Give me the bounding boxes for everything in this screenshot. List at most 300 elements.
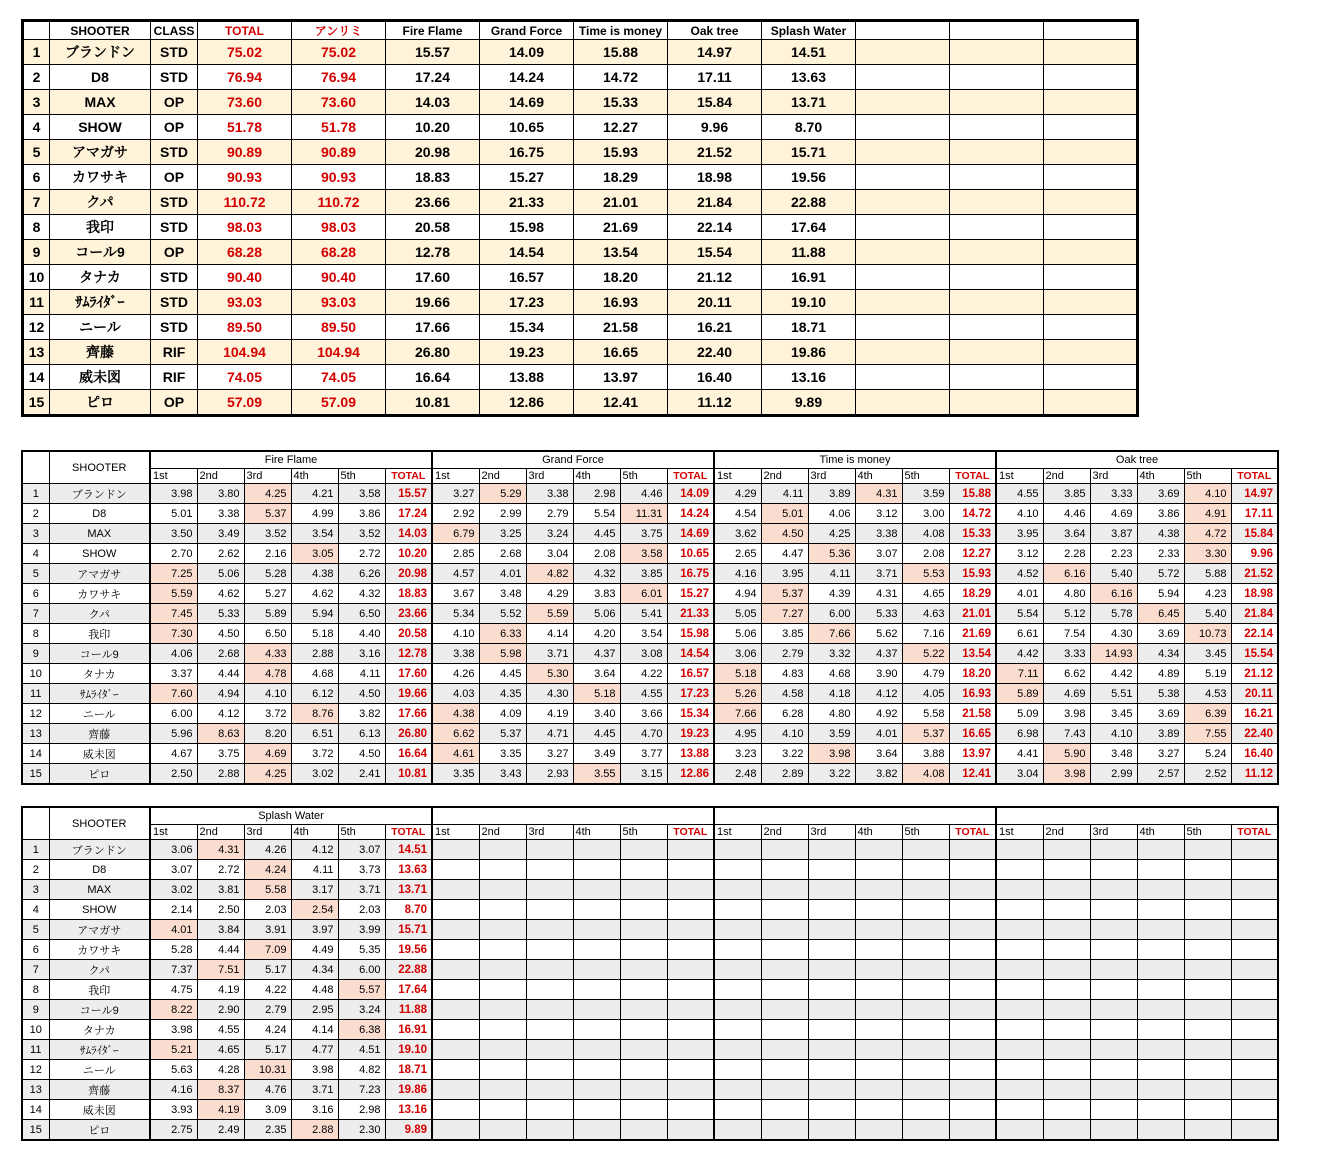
stage-round-cell: 4.47: [761, 544, 808, 564]
stage-round-cell: 2.72: [338, 544, 385, 564]
stage-total-cell: 15.71: [385, 920, 432, 940]
summary-unlimited-cell: 90.40: [292, 265, 386, 290]
stage-total-cell: 16.40: [1231, 744, 1278, 764]
stage-round-cell: 3.69: [1137, 624, 1184, 644]
stage-round-cell: [1090, 1080, 1137, 1100]
stage-round-cell: [1043, 1120, 1090, 1141]
summary-stage-cell: 10.65: [480, 115, 574, 140]
stage-round-cell: [620, 860, 667, 880]
stage-round-cell: [526, 1000, 573, 1020]
summary-stage-cell: [856, 165, 950, 190]
stage-round-header: 2nd: [1043, 469, 1090, 484]
stage-round-cell: 4.45: [573, 524, 620, 544]
stage-round-cell: 6.01: [620, 584, 667, 604]
summary-shooter-cell: MAX: [50, 90, 151, 115]
stage-round-header: 3rd: [526, 469, 573, 484]
stage-round-cell: [479, 1120, 526, 1141]
detail-no-cell: 12: [22, 704, 49, 724]
stage-round-cell: 4.38: [1137, 524, 1184, 544]
summary-stage-cell: 15.71: [762, 140, 856, 165]
summary-unlimited-cell: 104.94: [292, 340, 386, 365]
stage-round-cell: [902, 860, 949, 880]
summary-stage-cell: [950, 65, 1044, 90]
stage-round-cell: [761, 1000, 808, 1020]
summary-class-cell: OP: [151, 90, 198, 115]
stage-round-cell: 3.27: [526, 744, 573, 764]
stage-round-cell: [432, 840, 479, 860]
stage-total-cell: 21.12: [1231, 664, 1278, 684]
stage-round-cell: [620, 900, 667, 920]
stage-total-cell: [667, 1060, 714, 1080]
stage-round-cell: [714, 880, 761, 900]
stage-round-cell: [996, 1020, 1043, 1040]
stage-round-cell: 2.35: [244, 1120, 291, 1141]
stage-total-cell: 23.66: [385, 604, 432, 624]
stage-round-cell: [808, 900, 855, 920]
detail-no-cell: 14: [22, 744, 49, 764]
summary-no-cell: 5: [23, 140, 50, 165]
summary-unlimited-cell: 90.93: [292, 165, 386, 190]
summary-table: [21, 19, 1139, 417]
stage-round-cell: 4.57: [432, 564, 479, 584]
stage-round-cell: [526, 900, 573, 920]
stage-round-cell: 3.07: [855, 544, 902, 564]
stage-round-cell: [855, 1040, 902, 1060]
stage-round-cell: [526, 860, 573, 880]
stage-round-cell: [761, 1120, 808, 1141]
stage-round-cell: [1184, 1100, 1231, 1120]
summary-stage-cell: 14.97: [668, 40, 762, 65]
stage-round-cell: 4.79: [902, 664, 949, 684]
stage-total-cell: [667, 860, 714, 880]
summary-stage-cell: 17.11: [668, 65, 762, 90]
stage-round-cell: [855, 1000, 902, 1020]
stage-round-cell: 2.88: [291, 644, 338, 664]
stage-round-cell: [1043, 860, 1090, 880]
stage-round-cell: [714, 940, 761, 960]
stage-round-cell: 5.18: [291, 624, 338, 644]
stage-round-cell: 4.72: [1184, 524, 1231, 544]
stage-round-cell: 4.10: [1184, 484, 1231, 504]
stage-total-cell: [1231, 860, 1278, 880]
summary-class-cell: OP: [151, 165, 198, 190]
stage-round-cell: 2.79: [244, 1000, 291, 1020]
stage-total-cell: 19.66: [385, 684, 432, 704]
summary-stage-cell: [950, 265, 1044, 290]
stage-round-header: 4th: [573, 469, 620, 484]
stage-round-cell: 4.80: [808, 704, 855, 724]
stage-round-cell: [714, 1020, 761, 1040]
stage-round-cell: [902, 1120, 949, 1141]
stage-round-cell: 5.24: [1184, 744, 1231, 764]
summary-stage-cell: [1044, 215, 1138, 240]
stage-round-cell: [620, 960, 667, 980]
detail-no-cell: 15: [22, 1120, 49, 1141]
stage-round-cell: [573, 1080, 620, 1100]
detail-header-row: [22, 807, 1278, 825]
stage-total-header: TOTAL: [949, 469, 996, 484]
stage-round-header: 1st: [150, 825, 197, 840]
stage-round-cell: [808, 860, 855, 880]
stage-round-cell: 5.18: [573, 684, 620, 704]
summary-stage-cell: [856, 40, 950, 65]
stage-round-cell: 4.25: [244, 484, 291, 504]
summary-stage-cell: [950, 90, 1044, 115]
detail-no-cell: 13: [22, 1080, 49, 1100]
summary-shooter-cell: ブランドン: [50, 40, 151, 65]
stage-total-cell: 21.58: [949, 704, 996, 724]
stage-total-cell: 13.16: [385, 1100, 432, 1120]
stage-round-cell: 2.85: [432, 544, 479, 564]
stage-round-cell: 4.08: [902, 524, 949, 544]
detail-row: [22, 940, 1278, 960]
stage-round-header: 1st: [432, 469, 479, 484]
detail-row: [22, 664, 1278, 684]
summary-stage-cell: [1044, 390, 1138, 416]
stage-round-cell: 3.99: [338, 920, 385, 940]
stage-round-cell: 4.70: [620, 724, 667, 744]
stage-round-cell: 3.77: [620, 744, 667, 764]
stage-round-cell: 3.06: [714, 644, 761, 664]
stage-round-cell: [808, 1020, 855, 1040]
stage-round-cell: 4.94: [197, 684, 244, 704]
stage-round-cell: 2.99: [1090, 764, 1137, 785]
summary-stage-cell: 10.20: [386, 115, 480, 140]
summary-header-cell: [856, 21, 950, 40]
stage-round-cell: 7.27: [761, 604, 808, 624]
detail-no-cell: 8: [22, 624, 49, 644]
stage-round-cell: 2.72: [197, 860, 244, 880]
detail-shooter-cell: D8: [49, 504, 150, 524]
stage-total-cell: 18.98: [1231, 584, 1278, 604]
stage-round-cell: 7.11: [996, 664, 1043, 684]
stage-total-cell: 12.27: [949, 544, 996, 564]
stage-total-cell: 16.57: [667, 664, 714, 684]
summary-header-cell: Oak tree: [668, 21, 762, 40]
stage-total-cell: [949, 900, 996, 920]
stage-round-cell: 5.06: [714, 624, 761, 644]
stage-round-cell: [1090, 960, 1137, 980]
stage-round-cell: [1184, 1120, 1231, 1141]
detail-header-row: [22, 451, 1278, 469]
summary-unlimited-cell: 76.94: [292, 65, 386, 90]
stage-round-cell: 5.28: [150, 940, 197, 960]
stage-round-cell: [1184, 1080, 1231, 1100]
stage-round-cell: 4.92: [855, 704, 902, 724]
stage-round-cell: 3.67: [432, 584, 479, 604]
stage-round-cell: 4.22: [244, 980, 291, 1000]
stage-round-cell: 2.08: [573, 544, 620, 564]
stage-round-cell: [1043, 900, 1090, 920]
summary-stage-cell: 21.33: [480, 190, 574, 215]
stage-round-cell: 2.41: [338, 764, 385, 785]
stage-round-header: 3rd: [244, 469, 291, 484]
summary-stage-cell: 12.78: [386, 240, 480, 265]
stage-total-cell: [667, 880, 714, 900]
stage-round-cell: 4.38: [291, 564, 338, 584]
stage-total-cell: 15.54: [1231, 644, 1278, 664]
summary-stage-cell: 22.14: [668, 215, 762, 240]
stage-title: Splash Water: [150, 807, 432, 825]
detail-shooter-cell: SHOW: [49, 544, 150, 564]
stage-round-cell: 3.59: [902, 484, 949, 504]
summary-shooter-cell: コール9: [50, 240, 151, 265]
stage-round-header: 1st: [996, 825, 1043, 840]
summary-header-cell: [950, 21, 1044, 40]
stage-total-cell: [949, 1000, 996, 1020]
stage-round-cell: 3.05: [291, 544, 338, 564]
stage-round-cell: [526, 1060, 573, 1080]
stage-total-cell: 13.97: [949, 744, 996, 764]
stage-round-cell: 4.69: [1043, 684, 1090, 704]
detail-no-cell: 6: [22, 940, 49, 960]
summary-stage-cell: [856, 390, 950, 416]
stage-round-cell: 3.98: [808, 744, 855, 764]
stage-round-cell: [620, 880, 667, 900]
detail-shooter-cell: 我印: [49, 980, 150, 1000]
stage-round-cell: [855, 880, 902, 900]
stage-round-cell: 3.07: [338, 840, 385, 860]
summary-unlimited-cell: 110.72: [292, 190, 386, 215]
stage-round-cell: 3.54: [620, 624, 667, 644]
summary-total-cell: 57.09: [198, 390, 292, 416]
stage-round-cell: [1137, 980, 1184, 1000]
stage-title: Time is money: [714, 451, 996, 469]
stage-total-cell: 17.64: [385, 980, 432, 1000]
summary-header-row: [23, 21, 1138, 40]
stage-round-cell: [855, 900, 902, 920]
stage-round-cell: 3.82: [338, 704, 385, 724]
stage-round-cell: 4.35: [479, 684, 526, 704]
stage-round-cell: [432, 1020, 479, 1040]
stage-round-cell: 3.98: [291, 1060, 338, 1080]
stage-round-cell: 5.06: [573, 604, 620, 624]
stage-total-cell: 12.78: [385, 644, 432, 664]
stage-round-cell: 4.76: [244, 1080, 291, 1100]
stage-round-cell: 5.89: [244, 604, 291, 624]
summary-shooter-cell: 威未図: [50, 365, 151, 390]
stage-round-cell: [761, 960, 808, 980]
detail-row: [22, 484, 1278, 504]
stage-round-cell: 2.08: [902, 544, 949, 564]
summary-stage-cell: 12.27: [574, 115, 668, 140]
stage-round-cell: [855, 840, 902, 860]
stage-round-cell: 3.72: [291, 744, 338, 764]
summary-stage-cell: 14.51: [762, 40, 856, 65]
stage-round-cell: [808, 840, 855, 860]
stage-round-cell: 7.09: [244, 940, 291, 960]
detail-no-cell: 9: [22, 1000, 49, 1020]
stage-round-cell: 3.27: [432, 484, 479, 504]
summary-no-cell: 10: [23, 265, 50, 290]
stage-total-cell: 14.54: [667, 644, 714, 664]
stage-round-cell: 2.89: [761, 764, 808, 785]
stage-round-cell: [1043, 1020, 1090, 1040]
stage-round-cell: [808, 1120, 855, 1141]
stage-round-cell: [996, 920, 1043, 940]
stage-round-cell: 3.58: [338, 484, 385, 504]
stage-round-cell: 4.01: [479, 564, 526, 584]
stage-round-cell: 5.18: [714, 664, 761, 684]
stage-round-cell: 5.30: [526, 664, 573, 684]
stage-round-header: 2nd: [479, 469, 526, 484]
detail-no-cell: 10: [22, 1020, 49, 1040]
stage-round-cell: 3.35: [479, 744, 526, 764]
stage-round-cell: 3.00: [902, 504, 949, 524]
stage-round-cell: 4.11: [808, 564, 855, 584]
stage-round-cell: 3.71: [291, 1080, 338, 1100]
stage-round-cell: 2.54: [291, 900, 338, 920]
stage-round-cell: 7.25: [150, 564, 197, 584]
detail-no-cell: 1: [22, 484, 49, 504]
stage-round-cell: [902, 1060, 949, 1080]
detail-header-no: [22, 451, 49, 484]
stage-round-cell: 3.52: [244, 524, 291, 544]
stage-round-cell: [1137, 900, 1184, 920]
summary-shooter-cell: アマガサ: [50, 140, 151, 165]
summary-total-cell: 104.94: [198, 340, 292, 365]
stage-round-cell: [479, 1060, 526, 1080]
summary-shooter-cell: ｻﾑﾗｲﾀﾞｰ: [50, 290, 151, 315]
stage-round-cell: 4.11: [761, 484, 808, 504]
summary-stage-cell: [950, 215, 1044, 240]
stage-round-cell: [432, 860, 479, 880]
stage-round-cell: 2.88: [291, 1120, 338, 1141]
summary-class-cell: STD: [151, 265, 198, 290]
summary-class-cell: STD: [151, 315, 198, 340]
stage-round-cell: [1137, 860, 1184, 880]
summary-row: [23, 140, 1138, 165]
stage-round-cell: 3.09: [244, 1100, 291, 1120]
stage-round-cell: [479, 1080, 526, 1100]
stage-round-cell: 3.85: [761, 624, 808, 644]
detail-shooter-cell: 齊藤: [49, 724, 150, 744]
stage-round-cell: [1090, 1040, 1137, 1060]
stage-round-cell: [902, 880, 949, 900]
summary-stage-cell: [950, 315, 1044, 340]
stage-total-cell: 15.88: [949, 484, 996, 504]
stage-round-cell: [714, 1000, 761, 1020]
stage-round-cell: 5.53: [902, 564, 949, 584]
stage-round-cell: 4.23: [1184, 584, 1231, 604]
summary-no-cell: 3: [23, 90, 50, 115]
stage-round-cell: 3.93: [150, 1100, 197, 1120]
stage-round-cell: 5.54: [573, 504, 620, 524]
stage-round-cell: 4.12: [291, 840, 338, 860]
stage-total-cell: 14.03: [385, 524, 432, 544]
stage-round-cell: 3.98: [1043, 764, 1090, 785]
summary-total-cell: 74.05: [198, 365, 292, 390]
summary-stage-cell: 21.69: [574, 215, 668, 240]
stage-round-cell: 5.38: [1137, 684, 1184, 704]
detail-row: [22, 764, 1278, 785]
stage-round-cell: [902, 1040, 949, 1060]
summary-stage-cell: 26.80: [386, 340, 480, 365]
detail-shooter-cell: ブランドン: [49, 484, 150, 504]
stage-round-cell: [714, 900, 761, 920]
stage-round-cell: [620, 1100, 667, 1120]
stage-round-cell: [432, 940, 479, 960]
stage-round-cell: [479, 1040, 526, 1060]
stage-total-header: TOTAL: [1231, 469, 1278, 484]
stage-total-cell: 13.71: [385, 880, 432, 900]
stage-round-cell: [808, 1060, 855, 1080]
stage-round-cell: [855, 860, 902, 880]
stage-round-header: 5th: [338, 469, 385, 484]
stage-round-cell: [761, 1020, 808, 1040]
detail-shooter-cell: ｻﾑﾗｲﾀﾞｰ: [49, 684, 150, 704]
stage-total-cell: 13.88: [667, 744, 714, 764]
stage-total-cell: 21.52: [1231, 564, 1278, 584]
stage-round-cell: 5.54: [996, 604, 1043, 624]
stage-round-cell: 4.10: [996, 504, 1043, 524]
stage-round-cell: [620, 1040, 667, 1060]
summary-header-cell: Splash Water: [762, 21, 856, 40]
stage-round-cell: 4.25: [808, 524, 855, 544]
summary-stage-cell: 13.71: [762, 90, 856, 115]
stage-round-cell: [479, 880, 526, 900]
stage-round-cell: [1090, 900, 1137, 920]
stage-round-cell: 3.02: [150, 880, 197, 900]
summary-stage-cell: 14.72: [574, 65, 668, 90]
stage-round-cell: 6.00: [338, 960, 385, 980]
stage-round-cell: [1184, 1060, 1231, 1080]
detail-shooter-cell: D8: [49, 860, 150, 880]
stage-round-cell: 4.26: [432, 664, 479, 684]
stage-round-cell: 6.33: [479, 624, 526, 644]
stage-round-cell: 3.75: [620, 524, 667, 544]
stage-round-cell: 5.09: [996, 704, 1043, 724]
summary-stage-cell: [950, 40, 1044, 65]
stage-round-cell: 3.38: [855, 524, 902, 544]
stage-round-cell: [432, 920, 479, 940]
summary-stage-cell: 13.63: [762, 65, 856, 90]
stage-round-cell: [526, 840, 573, 860]
stage-round-header: 4th: [1137, 469, 1184, 484]
stage-round-header: 5th: [1184, 825, 1231, 840]
detail-no-cell: 6: [22, 584, 49, 604]
stage-round-cell: [714, 840, 761, 860]
summary-stage-cell: 23.66: [386, 190, 480, 215]
stage-round-header: 4th: [855, 825, 902, 840]
stage-round-cell: [808, 1080, 855, 1100]
stage-round-cell: [714, 1120, 761, 1141]
stage-round-cell: [714, 1060, 761, 1080]
stage-round-header: 5th: [338, 825, 385, 840]
stage-round-cell: 2.03: [244, 900, 291, 920]
stage-round-cell: 4.63: [902, 604, 949, 624]
stage-round-cell: [996, 1000, 1043, 1020]
summary-class-cell: OP: [151, 115, 198, 140]
detail-row: [22, 1060, 1278, 1080]
stage-round-cell: 4.58: [761, 684, 808, 704]
stage-round-cell: 3.81: [197, 880, 244, 900]
summary-shooter-cell: カワサキ: [50, 165, 151, 190]
stage-total-cell: 20.58: [385, 624, 432, 644]
summary-unlimited-cell: 98.03: [292, 215, 386, 240]
summary-row: [23, 90, 1138, 115]
stage-round-cell: 6.62: [1043, 664, 1090, 684]
stage-round-cell: [761, 940, 808, 960]
stage-round-header: 4th: [291, 825, 338, 840]
stage-round-cell: 4.80: [1043, 584, 1090, 604]
stage-round-cell: 7.54: [1043, 624, 1090, 644]
stage-round-cell: 2.70: [150, 544, 197, 564]
summary-no-cell: 7: [23, 190, 50, 215]
stage-round-cell: [1184, 1040, 1231, 1060]
summary-stage-cell: 13.97: [574, 365, 668, 390]
stage-round-header: 1st: [714, 469, 761, 484]
